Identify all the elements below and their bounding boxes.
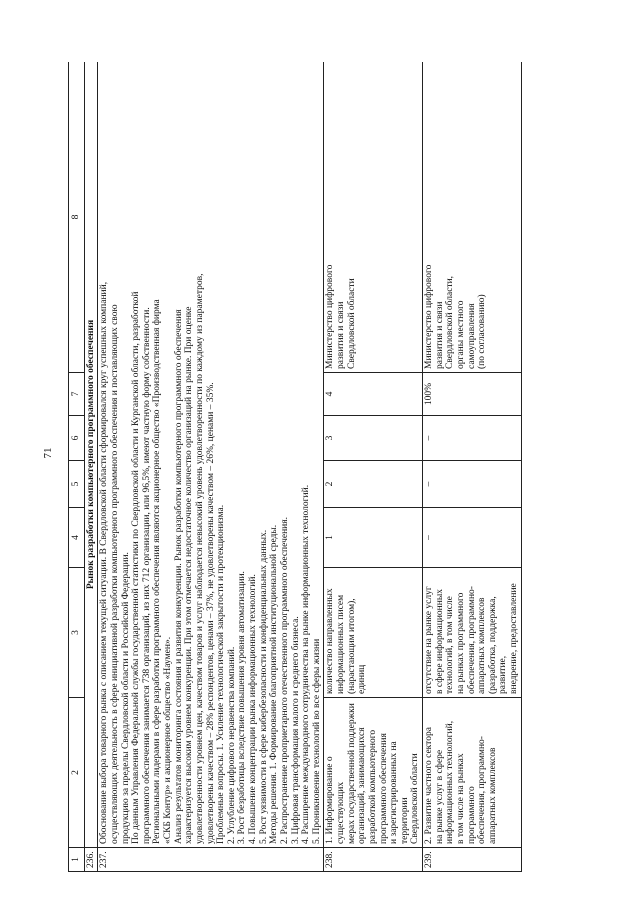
- text-line: 2. Распространение проприетарного отечественного программного обеспечения.: [279, 516, 290, 844]
- text-line: По данным Управления Федеральной службы государственной статистики по Свердловской области и Курганской области, разработкой: [131, 291, 142, 844]
- text-line: разработкой компьютерного: [367, 729, 378, 844]
- text-line: 5. Проникновение технологий во все сферы жизни: [311, 638, 322, 844]
- header-row: [69, 62, 85, 872]
- header-col-5: 5: [69, 461, 85, 508]
- text-line: (по согласованию): [477, 294, 488, 369]
- text-line: на рынках программного: [455, 592, 466, 694]
- text-line: внедрение, предоставление: [509, 583, 519, 694]
- value-col-7: 100%: [423, 373, 522, 416]
- event-cell: [423, 698, 522, 848]
- text-line: самоуправления: [466, 303, 477, 369]
- indicator-cell: [423, 568, 522, 698]
- text-line: Свердловской области: [410, 753, 421, 844]
- value-col-4: 1: [324, 508, 423, 568]
- text-line: обеспечения, программно-: [477, 736, 488, 844]
- text-line: Региональными лидерами в сфере разработки программного обеспечения являются акционерное общество «Производственная фирма: [152, 299, 163, 844]
- market-description: [98, 62, 324, 848]
- text-line: осуществляющих деятельность в сфере инициативной разработки компьютерного программного обеспечения и поставляющих свою: [109, 304, 120, 844]
- row-number: 237.: [98, 848, 324, 872]
- text-line: характеризуется высоким уровнем конкуренции. При этом отмечается недостаточное количество организаций на рынке. При оценке: [184, 306, 195, 844]
- text-line: программного обеспечения: [378, 733, 389, 844]
- text-line: технологий, в том числе: [445, 596, 456, 694]
- responsible-cell: [423, 62, 522, 373]
- text-line: развития и связи: [434, 301, 445, 369]
- text-line: удовлетворены качеством – 28% респондентов, ценами – 37%, не удовлетворены качеством – 26%, ценами – 35%.: [205, 382, 216, 844]
- responsible-cell: [324, 62, 423, 373]
- measures-table: [68, 62, 522, 872]
- table-row: [98, 62, 324, 872]
- text-line: Свердловской области: [346, 278, 357, 369]
- text-line: 2. Углубление цифрового неравенства компаний.: [226, 646, 237, 844]
- text-line: Обоснование выбора товарного рынка с описанием текущей ситуации. В Свердловской области сформировался круг успешных компаний,: [99, 281, 110, 844]
- indicator-cell: [324, 568, 423, 698]
- text-line: 4. Повышение концентрации рынка информационных технологий.: [248, 574, 258, 844]
- header-col-4: 4: [69, 508, 85, 568]
- value-col-4: –: [423, 508, 522, 568]
- text-line: в том числе на рынках программного: [455, 753, 477, 844]
- text-line: Анализ результатов мониторинга состояния и развития конкуренции. Рынок разработки компьютерного программного обеспечения: [173, 309, 184, 844]
- table-row: [84, 62, 98, 872]
- text-line: мерах государственной поддержки: [346, 703, 357, 844]
- row-number: 238.: [324, 848, 423, 872]
- text-line: аппаратных комплексов: [487, 747, 498, 844]
- event-cell: [324, 698, 423, 848]
- text-line: 1. Информирование о существующих: [325, 756, 346, 844]
- text-line: 5. Рост уязвимости в сфере кибербезопасности и конфиденциальных данных.: [258, 529, 269, 844]
- header-col-1: 1: [69, 848, 85, 872]
- text-line: и зарегистрированных на территории: [389, 741, 410, 844]
- section-title: Рынок разработки компьютерного программного обеспечения: [84, 62, 98, 848]
- document-sheet: [68, 62, 618, 872]
- row-number: 236.: [84, 848, 98, 872]
- text-line: 3. Цифровая трансформация малого и среднего бизнеса.: [290, 616, 301, 844]
- header-col-2: 2: [69, 698, 85, 848]
- text-line: Министерство цифрового: [424, 264, 434, 369]
- text-line: организаций, занимающихся: [357, 727, 368, 844]
- text-line: удовлетворенности уровнем цен, качеством товаров и услуг наблюдается невысокий уровень удовлетворенности по каждому из параметров,: [194, 273, 205, 844]
- text-line: развития и связи: [336, 301, 346, 369]
- text-line: информационных технологий,: [445, 720, 456, 844]
- header-col-7: 7: [69, 373, 85, 416]
- text-line: «СКБ Контур» и акционерное общество «Наумен».: [163, 636, 173, 844]
- text-line: обеспечения, программно-: [466, 586, 477, 694]
- rotated-table-container: [68, 62, 618, 872]
- value-col-6: 3: [324, 416, 423, 461]
- header-col-6: 6: [69, 416, 85, 461]
- table-row: [324, 62, 423, 872]
- text-line: (нарастающим итогом), единиц: [346, 598, 368, 694]
- value-col-7: 4: [324, 373, 423, 416]
- text-line: продукцию за пределы Свердловской области и Российской Федерации.: [120, 552, 131, 844]
- value-col-6: –: [423, 416, 522, 461]
- header-col-3: 3: [69, 568, 85, 698]
- value-col-5: 2: [324, 461, 423, 508]
- text-line: Методы решения. 1. Формирование благоприятной институциональной среды.: [269, 524, 280, 844]
- header-col-8: 8: [69, 62, 85, 373]
- text-line: Свердловской области,: [445, 275, 456, 369]
- row-number: 239.: [423, 848, 522, 872]
- text-line: (разработка, поддержка, развитие,: [487, 596, 509, 694]
- text-line: 4. Расширение международного сотрудничества на рынке информационных технологий.: [301, 484, 312, 844]
- value-col-5: –: [423, 461, 522, 508]
- text-line: информационных писем: [336, 594, 346, 694]
- text-line: на рынке услуг в сфере: [434, 749, 445, 844]
- text-line: в сфере информационных: [434, 589, 445, 694]
- page-number: 71: [42, 447, 54, 459]
- text-line: программного обеспечения занимается 738 организаций, из них 712 организации, или 96,5%, имеют частную форму собственности.: [141, 307, 152, 844]
- text-line: органы местного: [455, 300, 466, 369]
- text-line: 2. Развитие частного сектора: [424, 727, 434, 844]
- text-line: количество направленных: [325, 588, 336, 694]
- text-line: Министерство цифрового: [325, 264, 336, 369]
- text-line: Проблемные вопросы. 1. Усиление технологической закрытости и протекционизма.: [216, 504, 227, 844]
- text-line: 3. Рост безработицы вследствие повышения уровня автоматизации.: [237, 571, 248, 844]
- table-row: [423, 62, 522, 872]
- text-line: отсутствие на рынке услуг: [424, 586, 434, 694]
- text-line: аппаратных комплексов: [477, 597, 488, 694]
